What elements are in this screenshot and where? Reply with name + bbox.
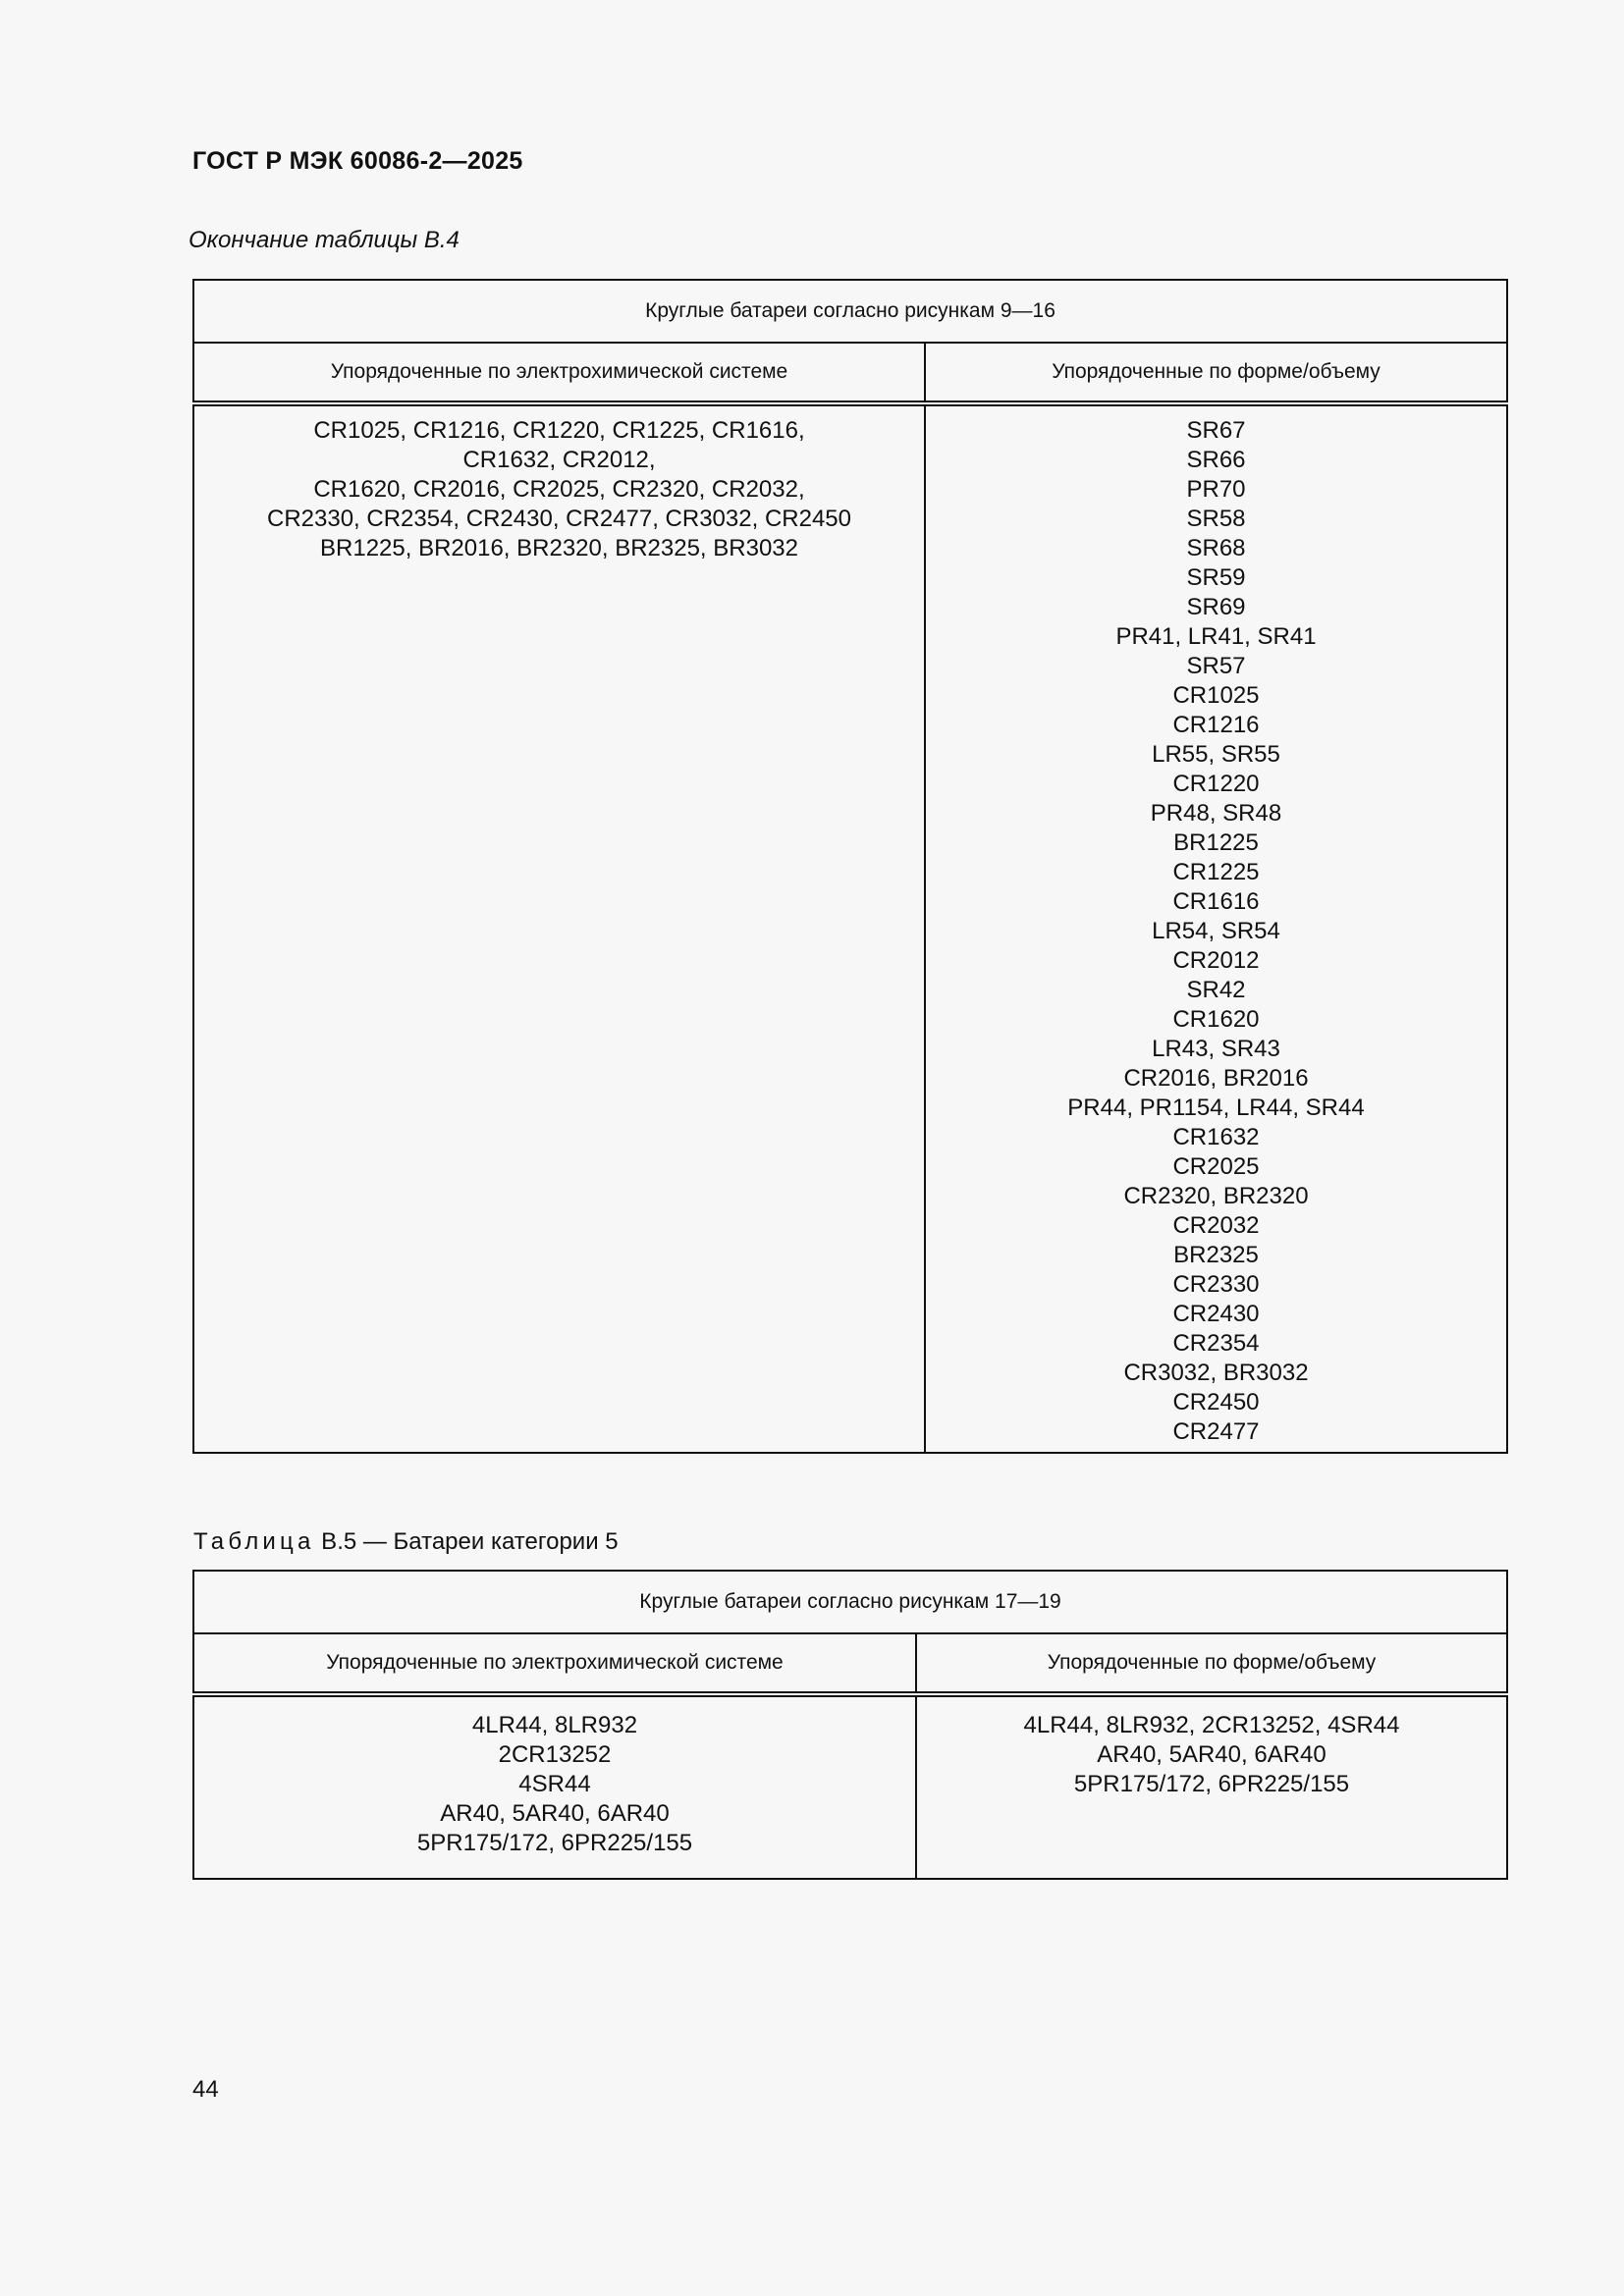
table-b4-shape-volume-line: CR1216 (1172, 712, 1260, 738)
table-b5-shape-volume-line: 5PR175/172, 6PR225/155 (1073, 1771, 1350, 1797)
table-b4-shape-volume-line: SR59 (1186, 564, 1246, 591)
table-b4-shape-volume-line: CR1620 (1172, 1006, 1260, 1033)
table-b4-shape-volume-line: SR57 (1186, 653, 1246, 679)
page-number: 44 (192, 2076, 219, 2103)
table-b5-electrochemical-line: 2CR13252 (498, 1741, 612, 1768)
table-b5-title (193, 1528, 619, 1556)
document-header: ГОСТ Р МЭК 60086-2—2025 (192, 147, 523, 175)
table-b4-electrochemical-line: CR2330, CR2354, CR2430, CR2477, CR3032, CR2450 (266, 506, 851, 532)
table-b5-title-text: В.5 — Батареи категории 5 (314, 1528, 619, 1555)
table-b5-col-header-shape-volume: Упорядоченные по форме/объему (916, 1633, 1507, 1694)
table-b4-electrochemical-line: CR1620, CR2016, CR2025, CR2320, CR2032, (313, 476, 805, 503)
table-b4-shape-volume-line: CR2430 (1172, 1301, 1260, 1327)
table-b4-shape-volume-line: SR58 (1186, 506, 1246, 532)
table-b4-shape-volume-line: CR2320, BR2320 (1123, 1183, 1309, 1209)
table-b4-shape-volume-line: CR2032 (1172, 1212, 1260, 1239)
table-b4-shape-volume-line: SR69 (1186, 594, 1246, 620)
table-b4-shape-volume-line: CR2012 (1172, 947, 1260, 974)
table-b4-shape-volume-line: CR1225 (1172, 859, 1260, 885)
table-b5-electrochemical-cell (193, 1694, 916, 1879)
table-b4-shape-volume-line: SR42 (1186, 977, 1246, 1003)
table-b4-shape-volume-line: LR43, SR43 (1152, 1036, 1280, 1062)
table-b5 (192, 1570, 1508, 1880)
table-b5-electrochemical-line: 5PR175/172, 6PR225/155 (416, 1830, 693, 1856)
table-b5-electrochemical-line: AR40, 5AR40, 6AR40 (440, 1800, 670, 1827)
table-b4-shape-volume-line: CR2025 (1172, 1153, 1260, 1180)
table-b4-shape-volume-line: SR67 (1186, 417, 1246, 444)
table-b4-shape-volume-line: SR66 (1186, 447, 1246, 473)
table-b4-shape-volume-line: BR1225 (1173, 829, 1259, 856)
table-b4-shape-volume-line: CR3032, BR3032 (1123, 1360, 1309, 1386)
table-b4-shape-volume-line: CR2354 (1172, 1330, 1260, 1357)
table-b5-title-label: Таблица (193, 1528, 315, 1555)
table-b4-electrochemical-cell (193, 403, 925, 1453)
table-b5-col-header-electrochemical: Упорядоченные по электрохимической системе (193, 1633, 916, 1694)
table-b4-col-header-electrochemical: Упорядоченные по электрохимической системе (193, 343, 925, 403)
table-b5-electrochemical-line: 4SR44 (518, 1771, 591, 1797)
table-b5-span-header: Круглые батареи согласно рисункам 17—19 (193, 1571, 1507, 1633)
table-b4-shape-volume-line: CR1632 (1172, 1124, 1260, 1150)
table-b4-shape-volume-line: PR44, PR1154, LR44, SR44 (1067, 1095, 1365, 1121)
table-b4-shape-volume-line: PR41, LR41, SR41 (1115, 623, 1317, 650)
table-continuation-caption: Окончание таблицы В.4 (189, 227, 460, 253)
table-b5-electrochemical-line: 4LR44, 8LR932 (471, 1712, 638, 1738)
table-b4-continuation (192, 279, 1508, 1454)
table-b4-shape-volume-line: PR70 (1186, 476, 1246, 503)
table-b4-col-header-shape-volume: Упорядоченные по форме/объему (925, 343, 1507, 403)
table-b4-shape-volume-line: LR54, SR54 (1152, 918, 1280, 944)
table-b4-electrochemical-line: CR1632, CR2012, (462, 447, 656, 473)
table-b4-shape-volume-line: CR1220 (1172, 771, 1260, 797)
table-b4-shape-volume-line: CR2450 (1172, 1389, 1260, 1415)
table-b4-shape-volume-line: SR68 (1186, 535, 1246, 561)
table-b4-shape-volume-line: CR2016, BR2016 (1123, 1065, 1309, 1092)
table-b4-shape-volume-line: PR48, SR48 (1150, 800, 1282, 827)
table-b4-electrochemical-line: BR1225, BR2016, BR2320, BR2325, BR3032 (320, 535, 798, 561)
table-b4-span-header: Круглые батареи согласно рисункам 9—16 (193, 280, 1507, 343)
table-b5-shape-volume-line: 4LR44, 8LR932, 2CR13252, 4SR44 (1023, 1712, 1400, 1738)
table-b4-shape-volume-line: CR1025 (1172, 682, 1260, 709)
table-b4-shape-volume-line: LR55, SR55 (1152, 741, 1280, 768)
table-b5-shape-volume-line: AR40, 5AR40, 6AR40 (1097, 1741, 1326, 1768)
table-b4-shape-volume-line: CR2477 (1172, 1418, 1260, 1445)
table-b5-shape-volume-cell (916, 1694, 1507, 1879)
table-b4-shape-volume-line: CR1616 (1172, 888, 1260, 915)
table-b4-shape-volume-line: CR2330 (1172, 1271, 1260, 1298)
table-b4-electrochemical-line: CR1025, CR1216, CR1220, CR1225, CR1616, (313, 417, 805, 444)
table-b4-shape-volume-line: BR2325 (1173, 1242, 1259, 1268)
table-b4-shape-volume-cell (925, 403, 1507, 1453)
